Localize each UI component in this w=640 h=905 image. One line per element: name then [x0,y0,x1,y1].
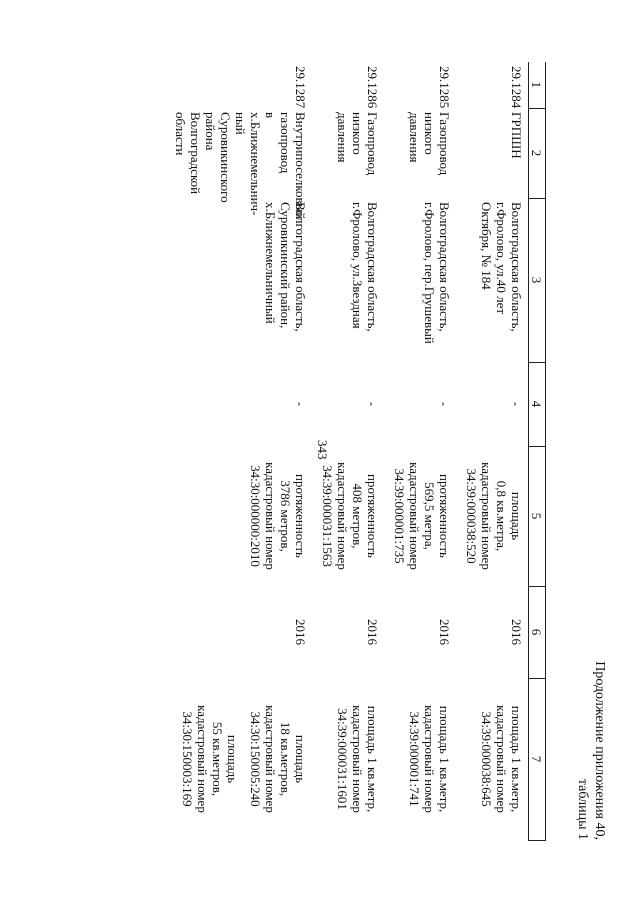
cell-line: 34:30:000000:2010 [248,465,263,567]
column-header: 1 [529,62,546,108]
cell-line: г.Фролово, ул.40 лет [494,202,509,315]
column-header: 2 [529,108,546,198]
cell-number: 29.1285 [437,66,452,109]
cell-line: кадастровый номер [479,462,494,570]
register-table [165,62,546,841]
cell-year: 2016 [437,619,452,645]
cell-line: Волгоградской [188,112,203,195]
cell-line: в х.Ближнемельнич- [248,112,278,216]
cell-characteristics [165,446,312,586]
cell-line: площадь 1 кв.метр, [437,705,452,813]
cell-line: Внутрипоселковый [293,112,308,220]
cell-line: области [173,112,188,156]
cell-line: площадь [225,734,240,784]
cell-line: протяженность [437,474,452,558]
cell-line: 34:39:000001:735 [392,468,407,564]
cell-land-plot [312,678,384,840]
table-row [312,62,384,840]
cell-line: 34:39:000038:645 [479,711,494,807]
cell-year: 2016 [365,619,380,645]
cell-line: площадь 1 кв.метр, [509,705,524,813]
cell-line: Октября, № 184 [479,202,494,290]
page-header [574,40,608,840]
cell-line: 34:39:000038:520 [464,468,479,564]
cell-location [384,198,456,362]
cell-location [312,198,384,362]
column-header: 4 [529,362,546,446]
cell-location [165,198,312,362]
cell-characteristics [384,446,456,586]
cell-line: х.Ближнемельничный [263,202,278,324]
cell-object-name [456,108,529,198]
cell-line: Волгоградская область, [365,202,380,332]
cell-year: 2016 [509,619,524,645]
cell-characteristics [312,446,384,586]
cell-line: Волгоградская область, [437,202,452,332]
cell-line: кадастровый номер [263,462,278,570]
cell-line: 0,8 кв.метра, [494,480,509,552]
cell-number: 29.1287 [293,66,308,109]
cell-line: г.Фролово, пер.Грушевый [422,202,437,344]
cell-line: 34:39:000031:1601 [335,708,350,810]
cell-line: площадь [293,734,308,784]
cell-line: кадастровый номер [195,705,210,813]
table-row [165,62,312,840]
cell-line: давления [407,112,422,163]
cell-line: Газопровод низкого [422,112,452,176]
header-line-2: таблицы 1 [575,778,590,840]
cell-line: площадь 1 кв.метр, [365,705,380,813]
cell-land-plot [456,678,529,840]
cell-land-plot [384,678,456,840]
cell-line: г.Фролово, ул.Звездная [350,202,365,329]
table-row [384,62,456,840]
cell-line: района [203,112,218,151]
cell-line: кадастровый номер [494,705,509,813]
cell-line: Суровикинский район, [278,202,293,329]
cell-line: 34:39:000031:1563 [320,465,335,567]
column-header: 3 [529,198,546,362]
cell-line: кадастровый номер [263,705,278,813]
cell-object-name [165,108,312,220]
cell-object-name [384,108,456,198]
cell-line: 55 кв.метров, [210,721,225,797]
table-body [165,62,529,840]
table-row [456,62,529,840]
page-number: 343 [315,440,330,460]
rotated-page-content [40,40,607,880]
cell-number: 29.1284 [509,66,524,109]
cell-line: кадастровый номер [422,705,437,813]
cell-line: Волгоградская область, [293,202,308,332]
column-header: 7 [529,678,546,840]
cell-land-plot [165,678,312,840]
cell-line: протяженность [293,474,308,558]
cell-year: 2016 [293,619,308,645]
cell-line: 34:39:000001:741 [407,711,422,807]
column-header: 6 [529,586,546,678]
cell-line: ный Суровикинского [218,112,248,203]
cell-line: Волгоградская область, [509,202,524,332]
cell-line: протяженность [365,474,380,558]
cell-column-4: - [365,401,380,407]
cell-column-4: - [509,401,524,407]
cell-line [240,682,248,836]
cell-characteristics [456,446,529,586]
cell-line: площадь [509,491,524,541]
cell-location [456,198,529,362]
cell-column-4: - [437,401,452,407]
cell-line: 34:30:150003:169 [180,711,195,807]
cell-line: 18 кв.метров, [278,721,293,797]
cell-number: 29.1286 [365,66,380,109]
cell-line: кадастровый номер [335,462,350,570]
column-header: 5 [529,446,546,586]
column-number-row [529,62,546,840]
cell-line: кадастровый номер [407,462,422,570]
cell-line: 569,5 метра, [422,482,437,550]
cell-line: 3786 метров, [278,480,293,552]
cell-line: ГРПШН [509,112,524,159]
cell-line: давления [335,112,350,163]
header-line-1: Продолжение приложения 40, [592,661,607,840]
cell-line: 34:30:150005:240 [248,711,263,807]
cell-line: кадастровый номер [350,705,365,813]
cell-object-name [312,108,384,198]
cell-column-4: - [293,401,308,407]
cell-line: 408 метров, [350,483,365,549]
cell-line: газопровод [278,112,293,174]
cell-line: Газопровод низкого [350,112,380,176]
